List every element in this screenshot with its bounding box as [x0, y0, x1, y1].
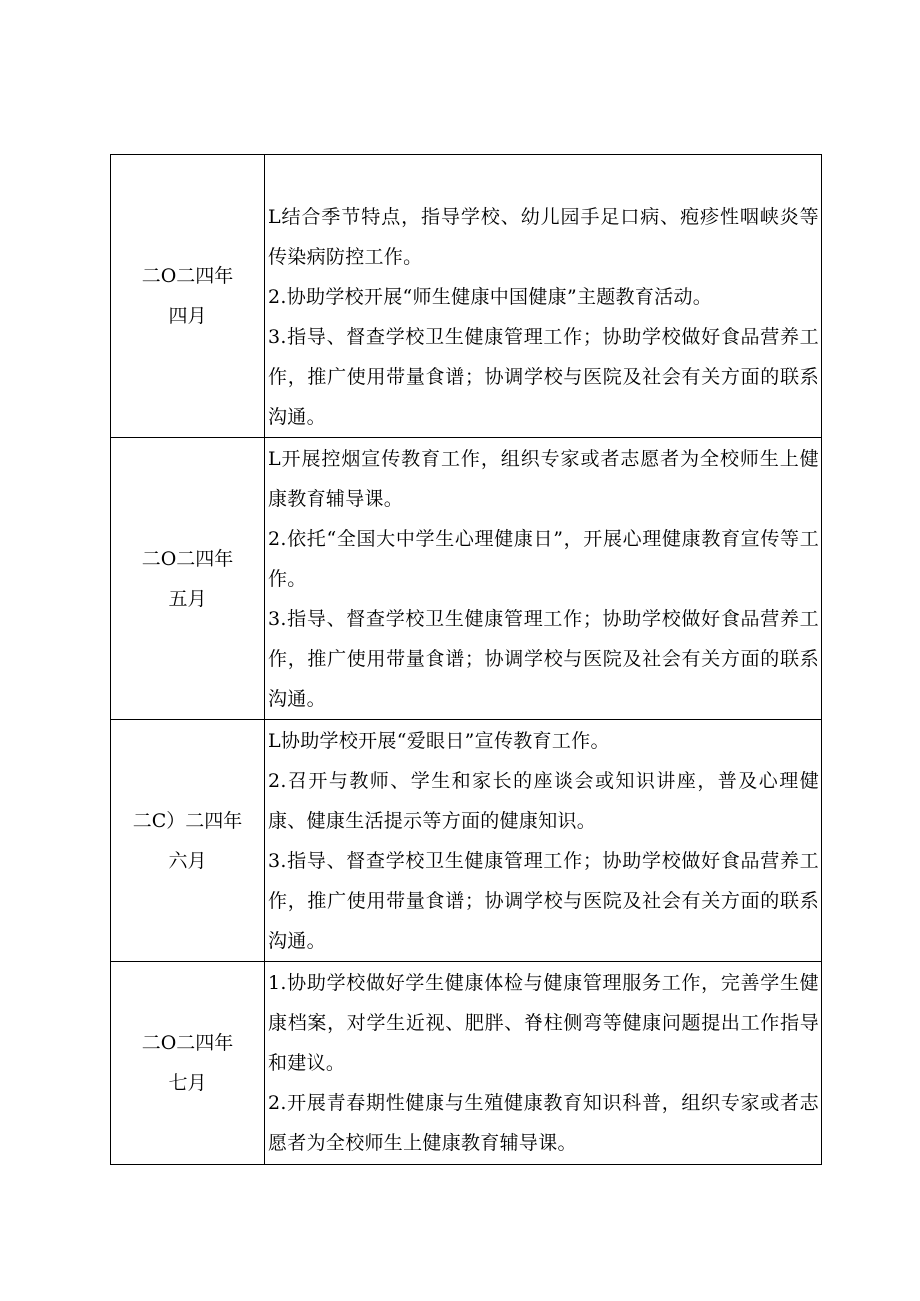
- month-cell-april: [111, 155, 265, 438]
- month-year-label: 二O二四年: [141, 265, 234, 287]
- task-item: 2.召开与教师、学生和家长的座谈会或知识讲座，普及心理健康、健康生活提示等方面的健康知识。: [268, 769, 819, 832]
- task-item: L协助学校开展“爱眼日”宣传教育工作。: [268, 729, 610, 752]
- tasks-cell-may: [265, 438, 822, 720]
- task-item: 2.开展青春期性健康与生殖健康教育知识科普，组织专家或者志愿者为全校师生上健康教育辅导课。: [268, 1092, 819, 1154]
- task-item: 3.指导、督查学校卫生健康管理工作；协助学校做好食品营养工作，推广使用带量食谱；协调学校与医院及社会有关方面的联系沟通。: [268, 849, 819, 952]
- month-label: 五月: [168, 587, 207, 610]
- table-row-july: [111, 962, 822, 1165]
- task-item: 3.指导、督查学校卫生健康管理工作；协助学校做好食品营养工作，推广使用带量食谱；协调学校与医院及社会有关方面的联系沟通。: [268, 607, 819, 710]
- tasks-cell-june: [265, 720, 822, 962]
- month-label: 四月: [168, 305, 207, 327]
- month-label: 七月: [168, 1072, 207, 1094]
- month-label: 六月: [168, 849, 207, 872]
- tasks-cell-april: [265, 155, 822, 438]
- table-row-april: [111, 155, 822, 438]
- month-year-label: 二O二四年: [141, 1032, 234, 1054]
- tasks-cell-july: [265, 962, 822, 1165]
- table-row-may: [111, 438, 822, 720]
- month-cell-july: [111, 962, 265, 1165]
- task-item: 3.指导、督查学校卫生健康管理工作；协助学校做好食品营养工作，推广使用带量食谱；协调学校与医院及社会有关方面的联系沟通。: [268, 326, 819, 428]
- month-cell-june: [111, 720, 265, 962]
- task-item: L结合季节特点，指导学校、幼儿园手足口病、疱疹性咽峡炎等传染病防控工作。: [268, 206, 819, 268]
- task-item: L开展控烟宣传教育工作，组织专家或者志愿者为全校师生上健康教育辅导课。: [268, 447, 819, 510]
- month-year-label: 二C）二四年: [132, 809, 243, 832]
- month-cell-may: [111, 438, 265, 720]
- work-schedule-table: [110, 154, 822, 1165]
- table-row-june: [111, 720, 822, 962]
- month-year-label: 二O二四年: [141, 547, 234, 570]
- task-item: 2.依托“全国大中学生心理健康日”，开展心理健康教育宣传等工作。: [268, 527, 819, 590]
- task-item: 2.协助学校开展“师生健康中国健康”主题教育活动。: [268, 286, 713, 308]
- task-item: 1.协助学校做好学生健康体检与健康管理服务工作，完善学生健康档案，对学生近视、肥胖、脊柱侧弯等健康问题提出工作指导和建议。: [268, 972, 819, 1074]
